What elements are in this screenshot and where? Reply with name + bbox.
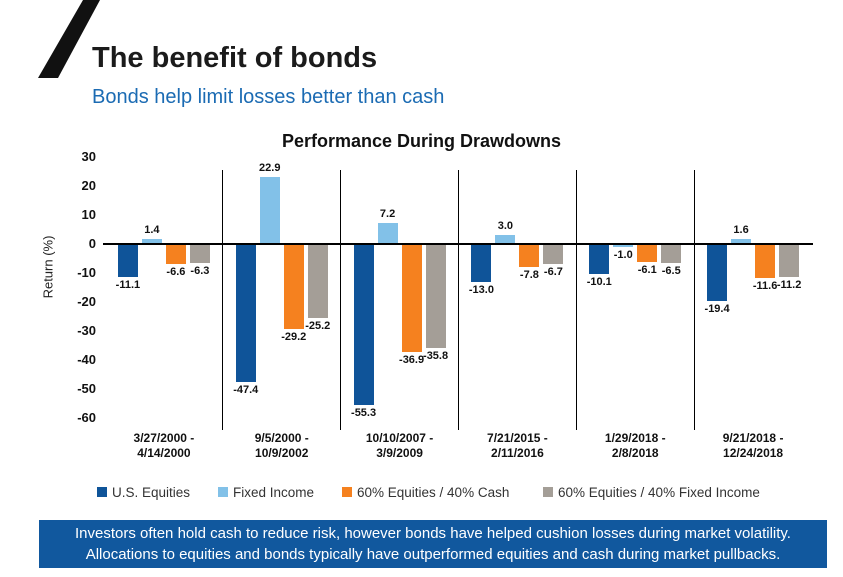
bar-u-s-equities (118, 245, 138, 277)
category-label-line: 9/21/2018 - (722, 431, 784, 445)
bar-fixed-income (378, 223, 398, 244)
footer-line-1: Investors often hold cash to reduce risk, however bonds have helped cushion losses during market volatility. (75, 525, 791, 542)
bar-value-label: -6.3 (190, 264, 210, 277)
bar-fixed-income (495, 235, 515, 244)
page-title: The benefit of bonds (92, 42, 378, 74)
bar-value-label: 7.2 (379, 207, 396, 220)
bar-value-label: -6.6 (166, 265, 186, 278)
bar-value-label: -19.4 (704, 302, 730, 315)
y-tick-label: 20 (81, 177, 96, 193)
group-divider (458, 170, 459, 430)
y-tick-label: 0 (88, 235, 96, 251)
bar-60-equities-40-fixed-income (426, 245, 446, 349)
y-tick-label: 30 (81, 148, 96, 164)
category-label-line: 7/21/2015 - (487, 431, 548, 445)
y-tick-label: -10 (77, 264, 96, 280)
bar-value-label: 22.9 (259, 162, 281, 175)
legend-swatch-icon (342, 487, 352, 497)
bar-value-label: -29.2 (281, 331, 307, 344)
legend-swatch-icon (97, 487, 107, 497)
category-label-line: 3/9/2009 (376, 446, 423, 460)
bar-u-s-equities (471, 245, 491, 283)
bar-60-equities-40-cash (166, 245, 186, 264)
bar-60-equities-40-cash (284, 245, 304, 330)
bar-fixed-income (260, 177, 280, 243)
legend-item-fixed-income (218, 485, 314, 499)
bar-value-label: -7.8 (519, 269, 539, 282)
footer-line-2: Allocations to equities and bonds typically have outperformed equities and cash during market pullbacks. (85, 546, 781, 563)
category-label (341, 431, 459, 461)
category-label (694, 431, 812, 461)
bar-60-equities-40-fixed-income (543, 245, 563, 264)
legend-label: 60% Equities / 40% Fixed Income (558, 484, 760, 500)
group-divider (340, 170, 341, 430)
bar-fixed-income (142, 239, 162, 243)
y-tick-label: -30 (77, 322, 96, 338)
group-divider (576, 170, 577, 430)
category-label (105, 431, 223, 461)
legend-swatch-icon (543, 487, 553, 497)
bar-value-label: -1.0 (613, 249, 633, 262)
page-subtitle: Bonds help limit losses better than cash (92, 86, 445, 108)
group-divider (694, 170, 695, 430)
category-label-line: 2/8/2018 (611, 446, 659, 460)
legend-item-u-s-equities (97, 485, 190, 499)
bar-fixed-income (731, 239, 751, 244)
category-label-line: 3/27/2000 - (133, 431, 195, 445)
legend-item-60-equities-40-cash (342, 485, 509, 499)
bar-value-label: -10.1 (586, 275, 612, 288)
bar-u-s-equities (707, 245, 727, 301)
category-label (576, 431, 694, 461)
legend-swatch-icon (218, 487, 228, 497)
bar-60-equities-40-cash (519, 245, 539, 268)
legend-label: Fixed Income (233, 484, 315, 500)
bar-value-label: 1.4 (144, 224, 160, 237)
y-tick-label: 10 (81, 206, 96, 222)
y-axis-label: Return (%) (40, 235, 56, 299)
bar-u-s-equities (236, 245, 256, 382)
category-label-line: 10/10/2007 - (365, 431, 434, 445)
category-label-line: 9/5/2000 - (254, 431, 309, 445)
bar-60-equities-40-fixed-income (308, 245, 328, 318)
y-tick-label: -20 (77, 293, 96, 309)
category-label (223, 431, 341, 461)
bar-value-label: 1.6 (733, 223, 749, 236)
legend-label: 60% Equities / 40% Cash (357, 484, 510, 500)
category-label (458, 431, 576, 461)
bar-value-label: -13.0 (468, 284, 494, 297)
bar-value-label: -6.7 (543, 265, 563, 278)
category-label-line: 10/9/2002 (255, 446, 309, 460)
y-tick-label: -50 (77, 380, 96, 396)
y-tick-label: -60 (77, 409, 96, 425)
bar-value-label: -35.8 (423, 350, 449, 363)
bar-60-equities-40-cash (637, 245, 657, 263)
footer-banner (39, 520, 827, 568)
bar-60-equities-40-cash (402, 245, 422, 352)
bar-value-label: 3.0 (497, 219, 514, 232)
category-label-line: 2/11/2016 (491, 446, 544, 460)
category-label-line: 4/14/2000 (137, 446, 191, 460)
bar-60-equities-40-fixed-income (190, 245, 210, 263)
bar-value-label: -6.5 (661, 265, 681, 278)
y-tick-label: -40 (77, 351, 96, 367)
legend-label: U.S. Equities (112, 484, 191, 500)
bar-value-label: -47.4 (233, 383, 259, 396)
chart-title: Performance During Drawdowns (281, 131, 562, 151)
category-label-line: 12/24/2018 (723, 446, 784, 460)
bar-value-label: -55.3 (351, 406, 377, 419)
legend-item-60-equities-40-fixed-income (543, 485, 760, 499)
bar-60-equities-40-fixed-income (779, 245, 799, 277)
bar-60-equities-40-cash (755, 245, 775, 279)
bar-value-label: -11.6 (752, 280, 778, 293)
bar-fixed-income (613, 245, 633, 248)
bar-60-equities-40-fixed-income (661, 245, 681, 264)
bar-value-label: -36.9 (399, 353, 425, 366)
bar-value-label: -11.1 (115, 278, 141, 291)
bar-u-s-equities (354, 245, 374, 405)
bar-value-label: -6.1 (637, 264, 657, 277)
bar-value-label: -25.2 (305, 319, 331, 332)
bar-value-label: -11.2 (776, 278, 802, 291)
category-label-line: 1/29/2018 - (604, 431, 666, 445)
